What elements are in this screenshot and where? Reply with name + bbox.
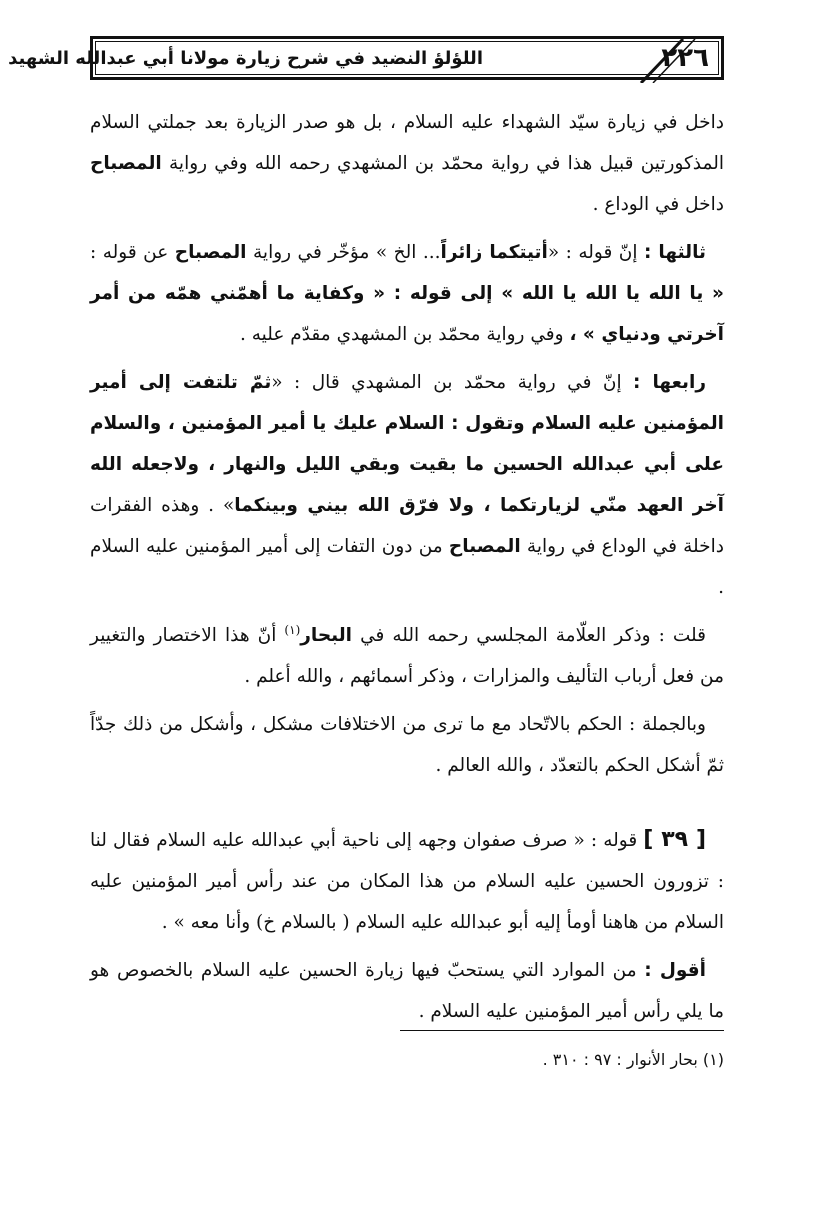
paragraph-3: رابعها : إنّ في رواية محمّد بن المشهدي قال : «ثمّ تلتفت إلى أمير المؤمنين عليه السلام وتقول : السلام عليك يا أمير المؤمنين ، والسلام على أبي عبدالله الحسين ما بقيت وبقي الليل والنهار ، ولاجعله الله آخر العهد منّي لزيارتكما ، ولا فرّق الله بيني وبينكما» . وهذه الفقرات داخلة في الوداع في رواية المصباح من دون التفات إلى أمير المؤمنين عليه السلام . bbox=[90, 372, 724, 598]
paragraph-label: ثالثها : bbox=[644, 242, 706, 263]
running-title: اللؤلؤ النضيد في شرح زيارة مولانا أبي عبدالله الشهيد bbox=[8, 48, 483, 69]
section-number: [ ٣٩ ] bbox=[643, 827, 706, 852]
page-header bbox=[8, 36, 724, 80]
quote-text: « يا الله يا الله يا الله » إلى قوله : « وكفاية ما أهمّني همّه من أمر آخرتي ودنياي » ، bbox=[90, 283, 724, 345]
source-title-misbah: المصباح bbox=[90, 153, 162, 174]
source-title-misbah: المصباح bbox=[174, 242, 247, 263]
paragraph-7: أقول : من الموارد التي يستحبّ فيها زيارة الحسين عليه السلام بالخصوص هو ما يلي رأس أمير المؤمنين عليه السلام . bbox=[90, 960, 724, 1022]
paragraph-label: أقول : bbox=[644, 960, 706, 981]
section-gap bbox=[90, 793, 724, 819]
source-title-bihar: البحار bbox=[300, 625, 353, 646]
quote-text: ثمّ تلتفت إلى أمير المؤمنين عليه السلام وتقول : السلام عليك يا أمير المؤمنين ، والسلام على أبي عبدالله الحسين ما بقيت وبقي الليل والنهار ، ولاجعله الله آخر العهد منّي لزيارتكما ، ولا فرّق الله بيني وبينكما bbox=[90, 372, 724, 516]
quote-text: أتيتكما زائراً bbox=[440, 242, 548, 263]
paragraph-label: رابعها : bbox=[633, 372, 706, 393]
paragraph-2: ثالثها : إنّ قوله : «أتيتكما زائراً... الخ » مؤخّر في رواية المصباح عن قوله : « يا الله يا الله يا الله » إلى قوله : « وكفاية ما أهمّني همّه من أمر آخرتي ودنياي » ، وفي رواية محمّد بن المشهدي مقدّم عليه . bbox=[90, 242, 724, 345]
paragraph-4: قلت : وذكر العلّامة المجلسي رحمه الله في البحار$^{(١)}$ أنّ هذا الاختصار والتغيير من فعل أرباب التأليف والمزارات ، وذكر أسمائهم ، والله أعلم . bbox=[90, 622, 724, 687]
source-title-misbah: المصباح bbox=[448, 536, 521, 557]
main-text bbox=[90, 102, 724, 1039]
paragraph-5: وبالجملة : الحكم بالاتّحاد مع ما ترى من الاختلافات مشكل ، وأشكل من ذلك جدّاً ثمّ أشكل الحكم بالتعدّد ، والله العالم . bbox=[90, 714, 724, 776]
paragraph-1: داخل في زيارة سيّد الشهداء عليه السلام ، بل هو صدر الزيارة بعد جملتي السلام المذكورتين قبيل هذا في رواية محمّد بن المشهدي رحمه الله وفي رواية المصباح داخل في الوداع . bbox=[90, 112, 724, 215]
page-number: ٢٢٦ bbox=[661, 43, 709, 73]
footnote-divider bbox=[400, 1030, 724, 1031]
paragraph-6: [ ٣٩ ] قوله : « صرف صفوان وجهه إلى ناحية أبي عبدالله عليه السلام فقال لنا : تزورون الحسين عليه السلام من هذا المكان من عند رأس أمير المؤمنين عليه السلام من هاهنا أومأ إليه أبو عبدالله عليه السلام ( بالسلام خ) وأنا معه » . bbox=[90, 827, 724, 933]
footnote: (١) بحار الأنوار : ٩٧ : ٣١٠ . bbox=[542, 1050, 724, 1069]
footnote-marker: (١) bbox=[284, 622, 301, 637]
